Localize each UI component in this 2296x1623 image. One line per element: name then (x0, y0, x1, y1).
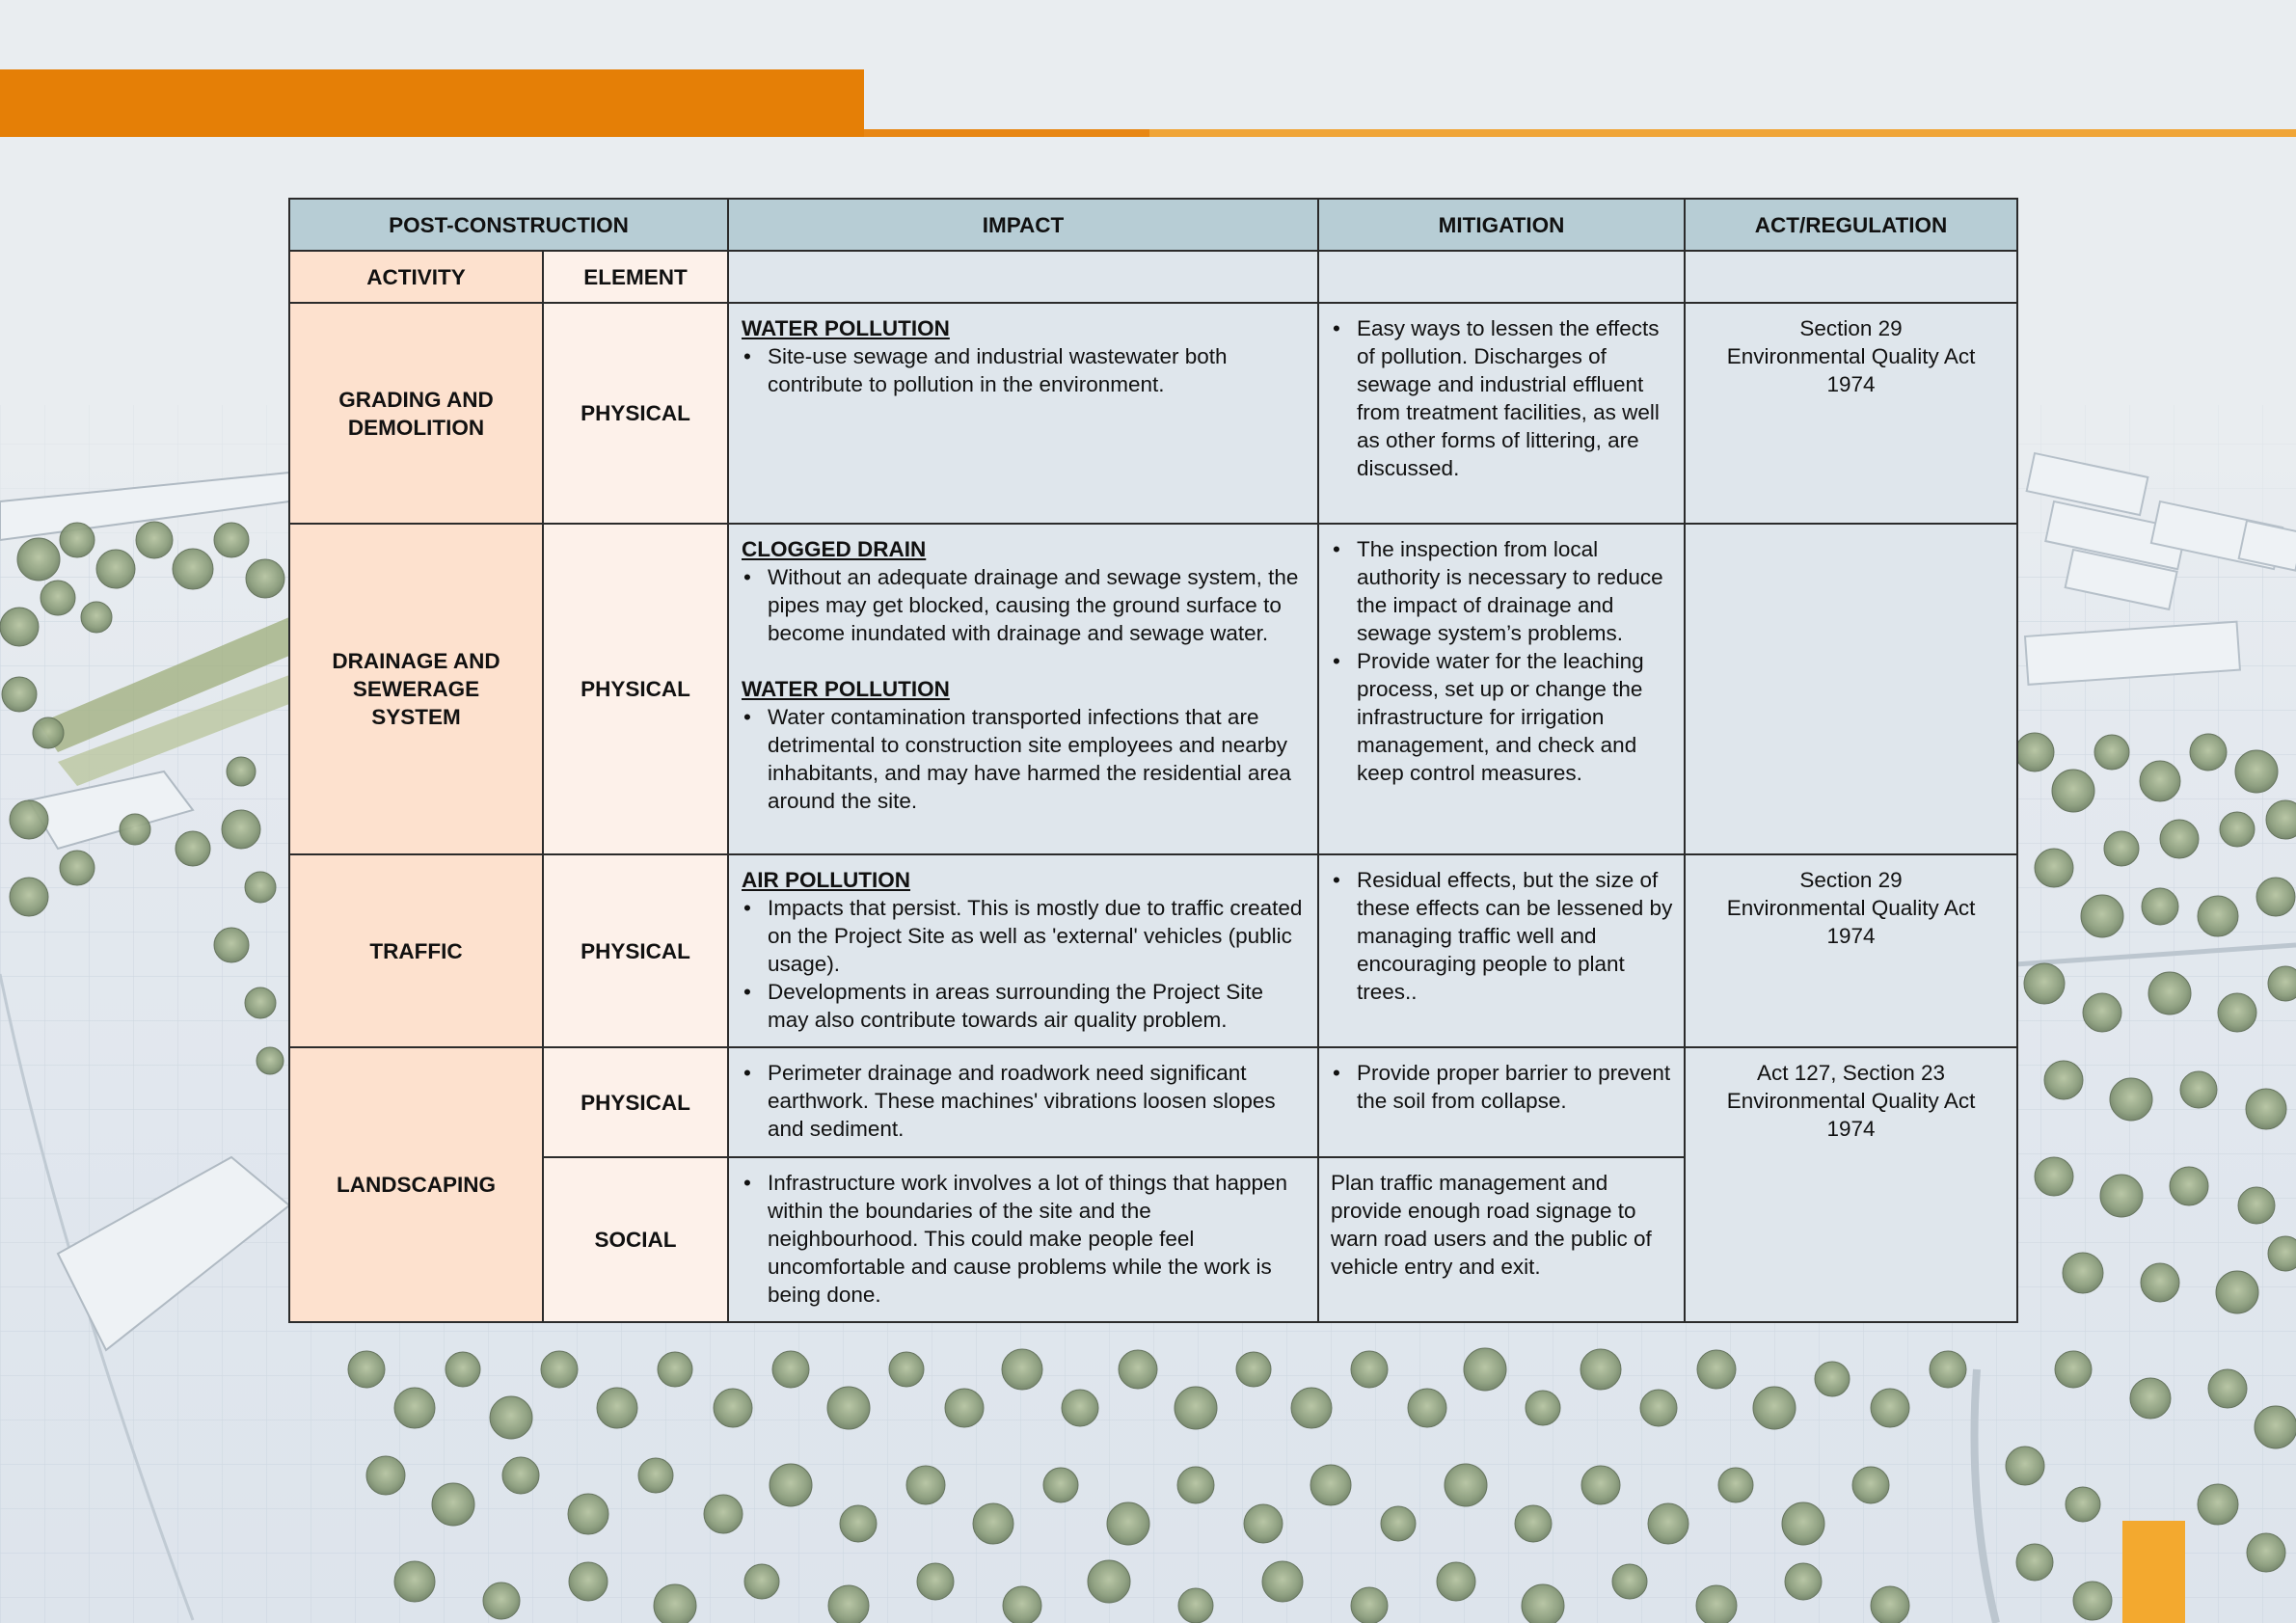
mitigation-text: Plan traffic management and provide enough road signage to warn road users and the public of vehicle entry and exit. (1331, 1171, 1652, 1279)
mitigation-bullet: • Provide water for the leaching process, set up or change the infrastructure for irrigation management, and check and keep control measures. (1331, 647, 1674, 787)
regulation-line: Section 29 (1799, 868, 1903, 892)
mitigation-bullet: • Provide proper barrier to prevent the soil from collapse. (1331, 1059, 1674, 1115)
subheader-impact-blank (728, 251, 1318, 303)
corner-accent-block (2122, 1521, 2185, 1623)
mitigation-list (1331, 1059, 1674, 1115)
activity-cell (289, 524, 543, 854)
table-row-traffic (289, 854, 2017, 1047)
impact-bullet: • Water contamination transported infections that are detrimental to construction site employees and nearby inhabitants, and may have harmed the residential area around the site. (742, 703, 1306, 815)
impact-heading: AIR POLLUTION (742, 868, 911, 892)
table-row-drainage (289, 524, 2017, 854)
regulation-line: Section 29 (1799, 316, 1903, 340)
spacer (742, 647, 1306, 675)
regulation-cell (1685, 854, 2017, 1047)
regulation-line: 1974 (1826, 1117, 1876, 1141)
header-regulation: ACT/REGULATION (1685, 199, 2017, 251)
table-row-landscaping-physical (289, 1047, 2017, 1157)
element-label: PHYSICAL (581, 401, 690, 425)
impact-bullet: • Developments in areas surrounding the Project Site may also contribute towards air quality problem. (742, 978, 1306, 1034)
impact-heading: WATER POLLUTION (742, 316, 950, 340)
impact-list (742, 342, 1306, 398)
table-row-grading (289, 303, 2017, 524)
element-label: SOCIAL (594, 1228, 677, 1252)
element-label: PHYSICAL (581, 938, 690, 963)
regulation-line: Act 127, Section 23 (1756, 1061, 1946, 1085)
activity-label: LANDSCAPING (336, 1173, 496, 1197)
mitigation-cell (1318, 1047, 1685, 1157)
element-label: PHYSICAL (581, 1090, 690, 1115)
regulation-cell (1685, 303, 2017, 524)
activity-cell (289, 854, 543, 1047)
impact-cell (728, 303, 1318, 524)
impact-heading: CLOGGED DRAIN (742, 537, 927, 561)
impact-heading: WATER POLLUTION (742, 677, 950, 701)
impact-bullet: • Perimeter drainage and roadwork need significant earthwork. These machines' vibrations loosen slopes and sediment. (742, 1059, 1306, 1143)
element-label: PHYSICAL (581, 677, 690, 701)
activity-label: TRAFFIC (369, 938, 463, 963)
mitigation-bullet: • The inspection from local authority is necessary to reduce the impact of drainage and sewage system’s problems. (1331, 535, 1674, 647)
header-accent-bar (0, 69, 864, 137)
mitigation-cell (1318, 303, 1685, 524)
impact-list (742, 703, 1306, 815)
regulation-line: Environmental Quality Act (1726, 1089, 1976, 1113)
element-cell (543, 303, 728, 524)
mitigation-cell (1318, 854, 1685, 1047)
subheader-regulation-blank (1685, 251, 2017, 303)
impact-cell (728, 854, 1318, 1047)
subheader-mitigation-blank (1318, 251, 1685, 303)
regulation-cell (1685, 1047, 2017, 1322)
impact-cell (728, 1047, 1318, 1157)
regulation-line: Environmental Quality Act (1726, 896, 1976, 920)
element-cell (543, 1157, 728, 1322)
element-cell (543, 854, 728, 1047)
header-post-construction: POST-CONSTRUCTION (289, 199, 728, 251)
element-cell (543, 524, 728, 854)
impact-bullet: • Infrastructure work involves a lot of things that happen within the boundaries of the site and the neighbourhood. This could make people feel uncomfortable and cause problems while the work is being done. (742, 1169, 1306, 1309)
impact-list (742, 563, 1306, 647)
header-mitigation: MITIGATION (1318, 199, 1685, 251)
element-cell (543, 1047, 728, 1157)
regulation-cell-empty (1685, 524, 2017, 854)
header-accent-line-right (1149, 129, 2296, 137)
mitigation-bullet: • Residual effects, but the size of these effects can be lessened by managing traffic well and encouraging people to plant trees.. (1331, 866, 1674, 1006)
activity-label: DRAINAGE AND SEWERAGE SYSTEM (332, 649, 500, 729)
impact-cell (728, 524, 1318, 854)
table-subheader-row (289, 251, 2017, 303)
impact-list (742, 1059, 1306, 1143)
mitigation-list (1331, 314, 1674, 482)
regulation-line: 1974 (1826, 372, 1876, 396)
mitigation-bullet: • Easy ways to lessen the effects of pollution. Discharges of sewage and industrial effluent from treatment facilities, as well as other forms of littering, are discussed. (1331, 314, 1674, 482)
mitigation-cell (1318, 1157, 1685, 1322)
impact-bullet: • Site-use sewage and industrial wastewater both contribute to pollution in the environment. (742, 342, 1306, 398)
impact-bullet: • Impacts that persist. This is mostly due to traffic created on the Project Site as well as 'external' vehicles (public usage). (742, 894, 1306, 978)
mitigation-list (1331, 535, 1674, 787)
header-impact: IMPACT (728, 199, 1318, 251)
mitigation-list (1331, 866, 1674, 1006)
header-accent-line-mid (864, 129, 1149, 137)
mitigation-cell (1318, 524, 1685, 854)
activity-cell (289, 303, 543, 524)
subheader-activity: ACTIVITY (289, 251, 543, 303)
table-header-row (289, 199, 2017, 251)
subheader-element: ELEMENT (543, 251, 728, 303)
activity-label: GRADING AND DEMOLITION (338, 387, 494, 440)
impact-list (742, 1169, 1306, 1309)
impact-cell (728, 1157, 1318, 1322)
activity-cell (289, 1047, 543, 1322)
impact-list (742, 894, 1306, 1034)
regulation-line: 1974 (1826, 924, 1876, 948)
regulation-line: Environmental Quality Act (1726, 344, 1976, 368)
post-construction-impact-table (288, 198, 2018, 1323)
impact-bullet: • Without an adequate drainage and sewage system, the pipes may get blocked, causing the ground surface to become inundated with drainage and sewage water. (742, 563, 1306, 647)
